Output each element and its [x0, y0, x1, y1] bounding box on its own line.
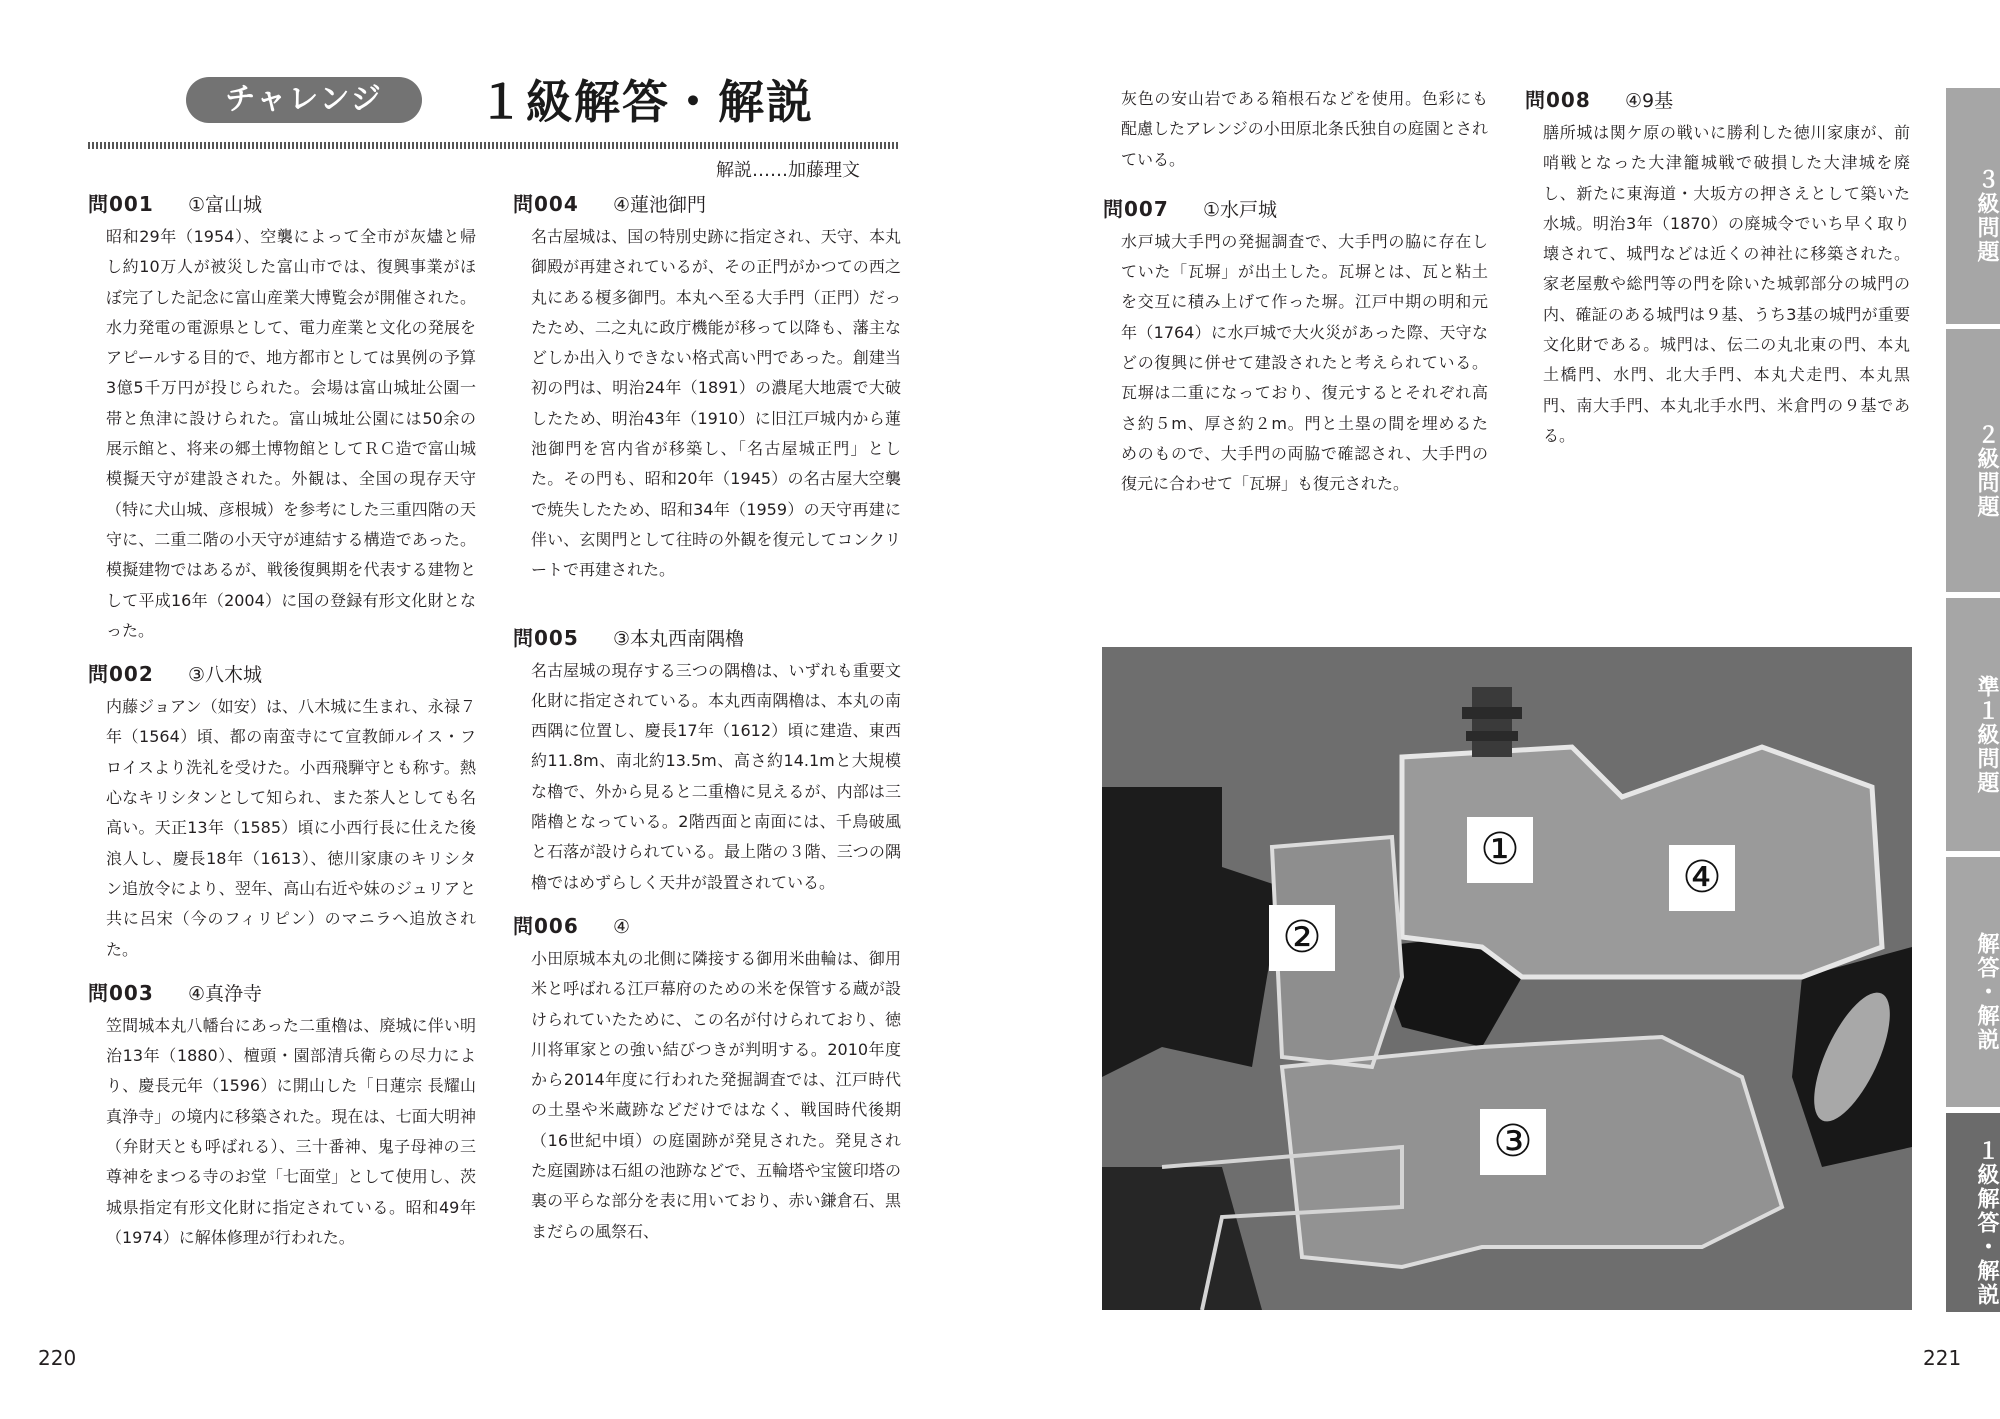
- side-tab-level2[interactable]: ２級問題: [1946, 329, 2000, 592]
- question-number: 問004: [513, 192, 579, 216]
- question-008: [1525, 84, 1910, 451]
- question-answer: ③八木城: [188, 664, 263, 687]
- map-label-2: ②: [1269, 905, 1335, 971]
- question-number: 問005: [513, 625, 579, 650]
- side-tab-answers[interactable]: 解答・解説: [1946, 857, 2000, 1107]
- question-explanation: 内藤ジョアン（如安）は、八木城に生まれ、永禄７年（1564）頃、都の南蛮寺にて宣教師ルイス・フロイスより洗礼を受けた。小西飛騨守とも称す。熱心なキリシタンとして知られ、また茶人としても名高い。天正13年（1585）頃に小西行長に仕えた後浪人し、慶長18年（1613）、徳川家康のキリシタン追放令により、翌年、高山右近や妹のジュリアと共に呂宋（今のフィリピン）のマニラへ追放された。: [106, 697, 476, 959]
- question-007: [1103, 193, 1488, 500]
- side-tab-level3[interactable]: ３級問題: [1946, 88, 2000, 324]
- question-answer: ①水戸城: [1203, 198, 1278, 221]
- question-004: [513, 188, 901, 586]
- question-explanation: 笠間城本丸八幡台にあった二重櫓は、廃城に伴い明治13年（1880）、檀頭・園部清兵衛らの尽力により、慶長元年（1596）に開山した「日蓮宗 長耀山 真浄寺」の境内に移築された。現在は、七面大明神（弁財天とも呼ばれる）、三十番神、鬼子母神の三尊神をまつる寺のお堂「七面堂」として使用し、茨城県指定有形文化財に指定されている。昭和49年（1974）に解体修理が行われた。: [106, 1015, 476, 1247]
- castle-map-drawing: [1102, 647, 1912, 1310]
- question-explanation: 小田原城本丸の北側に隣接する御用米曲輪は、御用米と呼ばれる江戸幕府のための米を保管する蔵が設けられていたために、この名が付けられており、徳川将軍家との強い結びつきが判明する。2010年度から2014年度に行われた発掘調査では、江戸時代の土塁や米蔵跡などだけではなく、戦国時代後期（16世紀中頃）の庭園跡が発見された。発見された庭園跡は石組の池跡などで、五輪塔や宝篋印塔の裏の平らな部分を表に用いており、赤い鎌倉石、黒まだらの風祭石、: [531, 948, 901, 1241]
- page-title: １級解答・解説: [478, 75, 814, 129]
- challenge-badge: チャレンジ: [186, 77, 422, 123]
- castle-map-figure: [1102, 647, 1912, 1310]
- question-003: [88, 977, 476, 1253]
- column-1: [88, 188, 476, 1265]
- question-005: [513, 622, 901, 898]
- question-number: 問008: [1525, 88, 1591, 112]
- question-number: 問001: [88, 192, 154, 216]
- question-number: 問007: [1103, 196, 1169, 221]
- column-4: [1525, 84, 1910, 463]
- question-answer: ④9基: [1625, 90, 1674, 112]
- map-label-3: ③: [1480, 1109, 1546, 1175]
- question-explanation: 水戸城大手門の発掘調査で、大手門の脇に存在していた「瓦塀」が出土した。瓦塀とは、瓦と粘土を交互に積み上げて作った塀。江戸中期の明和元年（1764）に水戸城で大火災があった際、天守などの復興に併せて建設されたと考えられている。瓦塀は二重になっており、復元するとそれぞれ高さ約５m、厚さ約２m。門と土塁の間を埋めるためのもので、大手門の両脇で確認され、大手門の復元に合わせて「瓦塀」も復元された。: [1121, 231, 1488, 494]
- question-explanation: 膳所城は関ケ原の戦いに勝利した徳川家康が、前哨戦となった大津籠城戦で破損した大津城を廃し、新たに東海道・大坂方の押さえとして築いた水城。明治3年（1870）の廃城令でいち早く取り壊されて、城門などは近くの神社に移築された。家老屋敷や総門等の門を除いた城郭部分の城門の内、確証のある城門は９基、うち3基の城門が重要文化財である。城門は、伝二の丸北東の門、本丸土橋門、水門、北大手門、本丸犬走門、本丸黒門、南大手門、本丸北手水門、米倉門の９基である。: [1543, 123, 1910, 445]
- question-answer: ④蓮池御門: [613, 194, 707, 216]
- column-3: [1103, 84, 1488, 512]
- question-number: 問002: [88, 662, 154, 687]
- question-answer: ①富山城: [188, 194, 263, 216]
- question-number: 問006: [513, 913, 579, 938]
- page-number-right: 221: [1923, 1346, 1962, 1370]
- question-001: [88, 188, 476, 646]
- question-number: 問003: [88, 980, 154, 1005]
- question-answer: ③本丸西南隅櫓: [613, 627, 745, 650]
- page-number-left: 220: [38, 1346, 77, 1370]
- question-006-continuation: 灰色の安山岩である箱根石などを使用。色彩にも配慮したアレンジの小田原北条氏独自の庭園とされている。: [1121, 89, 1488, 169]
- author-credit: 解説……加藤理文: [716, 160, 860, 181]
- question-002: [88, 658, 476, 965]
- question-explanation: 名古屋城は、国の特別史跡に指定され、天守、本丸御殿が再建されているが、その正門がかつての西之丸にある榎多御門。本丸へ至る大手門（正門）だったため、二之丸に政庁機能が移って以降も、藩主などしか出入りできない格式高い門であった。創建当初の門は、明治24年（1891）の濃尾大地震で大破したため、明治43年（1910）に旧江戸城内から蓮池御門を宮内省が移築し、「名古屋城正門」とした。その門も、昭和20年（1945）の名古屋大空襲で焼失したため、昭和34年（1959）の天守再建に伴い、玄関門として往時の外観を復元してコンクリートで再建された。: [531, 227, 901, 580]
- question-explanation: 名古屋城の現存する三つの隅櫓は、いずれも重要文化財に指定されている。本丸西南隅櫓は、本丸の南西隅に位置し、慶長17年（1612）頃に建造、東西約11.8m、南北約13.5m、高さ約14.1mと大規模な櫓で、外から見ると二重櫓に見えるが、内部は三階櫓となっている。2階西面と南面には、千鳥破風と石落が設けられている。最上階の３階、三つの隅櫓ではめずらしく天井が設置されている。: [531, 660, 901, 892]
- column-2: [513, 188, 901, 1259]
- question-answer: ④: [613, 915, 631, 938]
- title-rule: [88, 142, 898, 149]
- side-tab-level1-answers[interactable]: １級解答・解説: [1946, 1113, 2000, 1312]
- question-explanation: 昭和29年（1954）、空襲によって全市が灰燼と帰し約10万人が被災した富山市では、復興事業がほぼ完了した記念に富山産業大博覧会が開催された。水力発電の電源県として、電力産業と文化の発展をアピールする目的で、地方都市としては異例の予算3億5千万円が投じられた。会場は富山城址公園一帯と魚津に設けられた。富山城址公園には50余の展示館と、将来の郷土博物館としてＲＣ造で富山城模擬天守が建設された。外観は、全国の現存天守（特に犬山城、彦根城）を参考にした三重四階の天守に、二重二階の小天守が連結する構造であった。模擬建物ではあるが、戦後復興期を代表する建物として平成16年（2004）に国の登録有形文化財となった。: [106, 227, 476, 640]
- side-tab-pre1[interactable]: 準１級問題: [1946, 598, 2000, 851]
- map-label-1: ①: [1467, 817, 1533, 883]
- question-006: [513, 910, 901, 1247]
- map-label-4: ④: [1669, 845, 1735, 911]
- question-answer: ④真浄寺: [188, 982, 263, 1005]
